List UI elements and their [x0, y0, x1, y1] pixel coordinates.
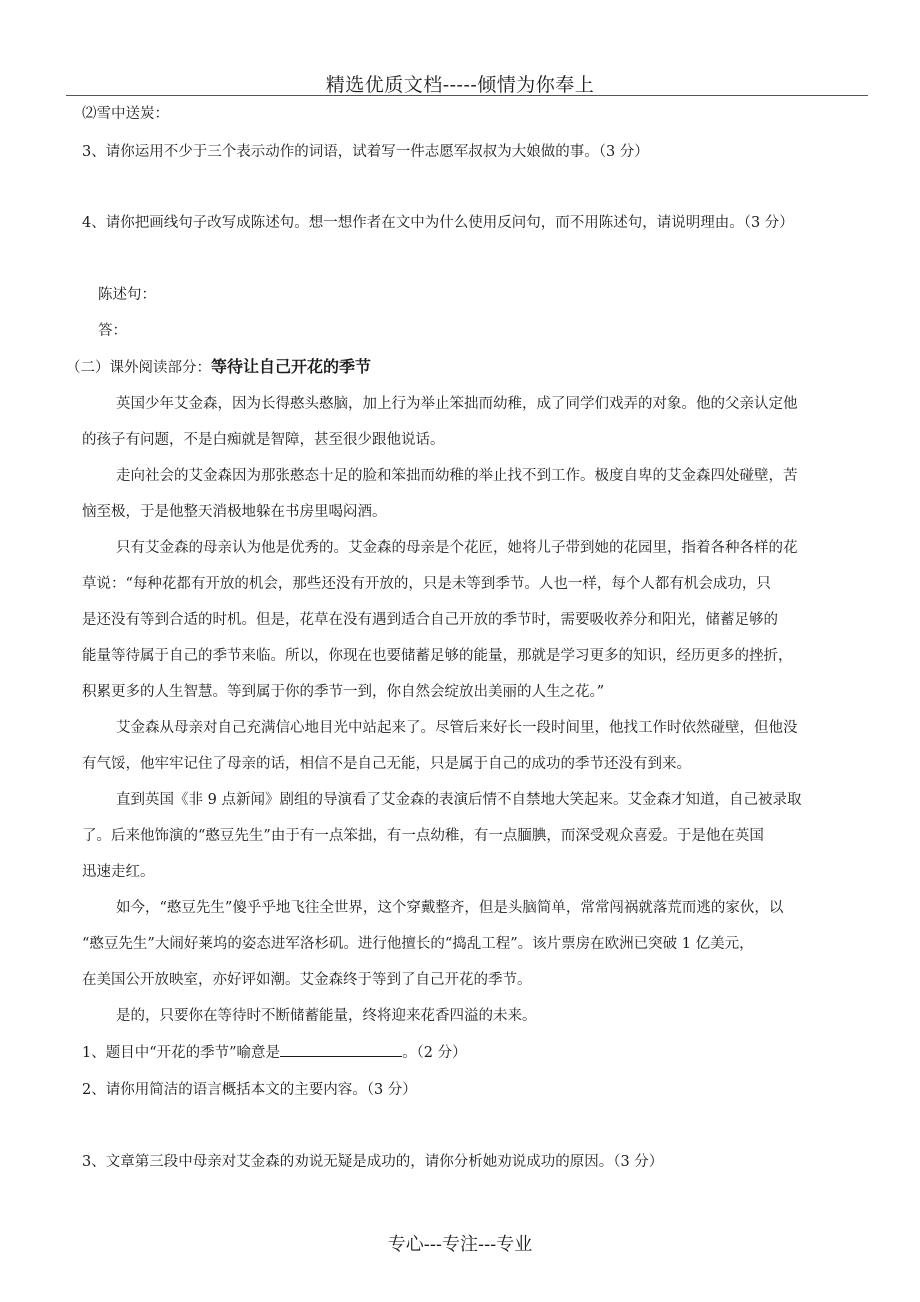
passage-line: 走向社会的艾金森因为那张憨态十足的脸和笨拙而幼稚的举止找不到工作。极度自卑的艾金森四处碰壁，苦 [116, 468, 798, 484]
passage-line: 在美国公开放映室，亦好评如潮。艾金森终于等到了自己开花的季节。 [82, 972, 532, 988]
page-header: 精选优质文档-----倾情为你奉上 [325, 74, 595, 96]
answer-blank[interactable] [280, 1042, 402, 1057]
page-footer: 专心---专注---专业 [387, 1234, 533, 1255]
passage-line: 如今，“憨豆先生”傻乎乎地飞往全世界，这个穿戴整齐，但是头脑简单，常常闯祸就落荒而逃的家伙，以 [116, 900, 784, 916]
passage-line: 直到英国《非 9 点新闻》剧组的导演看了艾金森的表演后情不自禁地大笑起来。艾金森才知道，自己被录取 [116, 792, 802, 808]
section-heading [66, 357, 866, 378]
prev-item-2: ⑵雪中送炭： [82, 106, 169, 122]
passage-line: 英国少年艾金森，因为长得憨头憨脑，加上行为举止笨拙而幼稚，成了同学们戏弄的对象。他的父亲认定他 [116, 396, 798, 412]
passage-line: 的孩子有问题，不是白痴就是智障，甚至很少跟他说话。 [82, 432, 445, 448]
passage-line: 恼至极，于是他整天消极地躲在书房里喝闷酒。 [82, 504, 387, 520]
prev-question-4: 4、请你把画线句子改写成陈述句。想一想作者在文中为什么使用反问句，而不用陈述句，请说明理由。（3 分） [82, 215, 794, 231]
question-1-text: 1、题目中“开花的季节”喻意是 [82, 1045, 281, 1061]
passage-line: 迅速走红。 [82, 864, 155, 880]
statement-label: 陈述句： [98, 287, 156, 303]
passage-line: 艾金森从母亲对自己充满信心地目光中站起来了。尽管后来好长一段时间里，他找工作时依然碰壁，但他没 [116, 720, 798, 736]
passage-title: 等待让自己开花的季节 [211, 357, 372, 376]
passage-line: 草说：“每种花都有开放的机会，那些还没有开放的，只是未等到季节。人也一样，每个人都有机会成功，只 [82, 576, 771, 592]
passage-line: 积累更多的人生智慧。等到属于你的季节一到，你自然会绽放出美丽的人生之花。” [82, 684, 605, 700]
question-1-score: 。（2 分） [402, 1045, 467, 1061]
header-divider [66, 95, 868, 96]
prev-question-3: 3、请你运用不少于三个表示动作的词语，试着写一件志愿军叔叔为大娘做的事。（3 分） [82, 144, 649, 160]
answer-label: 答： [98, 323, 127, 339]
question-3: 3、文章第三段中母亲对艾金森的劝说无疑是成功的，请你分析她劝说成功的原因。（3 分） [82, 1154, 664, 1170]
question-2: 2、请你用简洁的语言概括本文的主要内容。（3 分） [82, 1082, 417, 1098]
passage-line: 是的，只要你在等待时不断储蓄能量，终将迎来花香四溢的未来。 [116, 1008, 537, 1024]
passage-line: “憨豆先生”大闹好莱坞的姿态进军洛杉矶。进行他擅长的“捣乱工程”。该片票房在欧洲已突破 1 亿美元， [82, 936, 754, 952]
question-1 [82, 1042, 882, 1063]
passage-line: 只有艾金森的母亲认为他是优秀的。艾金森的母亲是个花匠，她将儿子带到她的花园里，指着各种各样的花 [116, 540, 798, 556]
passage-line: 了。后来他饰演的“憨豆先生”由于有一点笨拙，有一点幼稚，有一点腼腆，而深受观众喜爱。于是他在英国 [82, 828, 764, 844]
passage-line: 是还没有等到合适的时机。但是，花草在没有遇到适合自己开放的季节时，需要吸收养分和阳光，储蓄足够的 [82, 612, 778, 628]
passage-line: 有气馁，他牢牢记住了母亲的话，相信不是自己无能，只是属于自己的成功的季节还没有到来。 [82, 756, 691, 772]
section-prefix: （二）课外阅读部分： [66, 360, 211, 376]
passage-line: 能量等待属于自己的季节来临。所以，你现在也要储蓄足够的能量，那就是学习更多的知识，经历更多的挫折， [82, 648, 793, 664]
